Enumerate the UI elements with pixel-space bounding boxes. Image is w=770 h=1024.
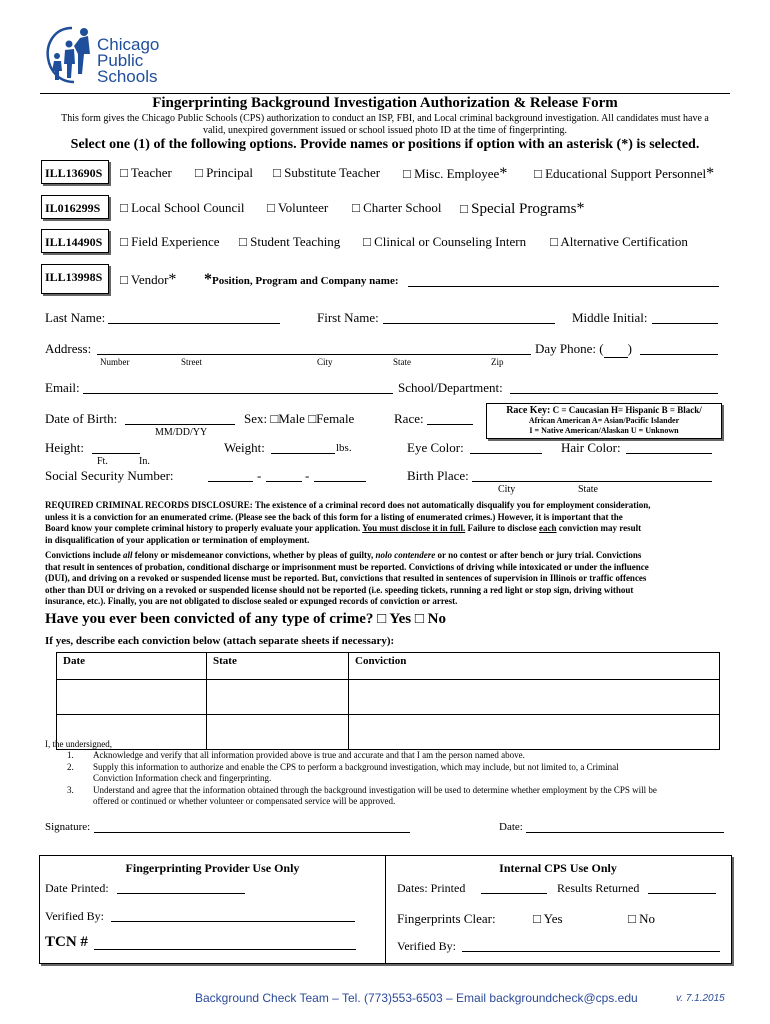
- option-label: Clinical or Counseling Intern: [374, 234, 527, 249]
- hair-color-label: Hair Color:: [561, 440, 621, 455]
- birth-place-input[interactable]: [472, 481, 712, 482]
- ssn-part3-input[interactable]: [314, 481, 366, 482]
- race-input[interactable]: [427, 424, 473, 425]
- eye-color-input[interactable]: [470, 453, 542, 454]
- option-vendor[interactable]: [120, 271, 176, 289]
- provider-verified-by-label: Verified By:: [45, 909, 104, 923]
- ssn-part1-input[interactable]: [208, 481, 253, 482]
- dob-label: Date of Birth:: [45, 411, 118, 426]
- option-label: Local School Council: [131, 200, 245, 215]
- day-phone-open: Day Phone: (: [535, 341, 604, 356]
- hair-color-input[interactable]: [626, 453, 712, 454]
- acknowledgement-list: [67, 750, 657, 808]
- first-name-input[interactable]: [383, 323, 555, 324]
- asterisk: *: [706, 165, 715, 182]
- lbs-unit: lbs.: [336, 442, 352, 454]
- first-name-label: First Name:: [317, 310, 379, 325]
- dob-input[interactable]: [125, 424, 235, 425]
- table-header-conviction: Conviction: [349, 653, 720, 680]
- option-local-school-council[interactable]: [120, 200, 244, 216]
- provider-date-printed-input[interactable]: [117, 893, 245, 894]
- school-dept-label: School/Department:: [398, 380, 503, 395]
- code-row1: ILL13690S: [41, 160, 109, 184]
- item-text: Understand and agree that the information obtained through the background investigation will be used to determine whether employment by the CPS will be: [93, 784, 657, 795]
- checkbox-icon[interactable]: □: [550, 234, 558, 249]
- eye-color-label: Eye Color:: [407, 440, 464, 455]
- addr-number-hint: Number: [100, 357, 130, 367]
- convicted-question-text: Have you ever been convicted of any type of crime?: [45, 611, 374, 627]
- option-charter-school[interactable]: [352, 200, 441, 216]
- email-label: Email:: [45, 380, 80, 395]
- checkbox-icon[interactable]: □: [363, 234, 371, 249]
- intro-line2: valid, unexpired government issued or school issued photo ID at the time of fingerprinting.: [202, 125, 568, 136]
- asterisk: *: [168, 271, 177, 288]
- disclosure-italic: nolo contendere: [375, 550, 436, 560]
- list-item: [67, 762, 657, 774]
- option-volunteer[interactable]: [267, 200, 328, 216]
- provider-title: Fingerprinting Provider Use Only: [125, 861, 300, 875]
- dob-format-hint: MM/DD/YY: [155, 427, 208, 438]
- fingerprints-clear-label: Fingerprints Clear:: [397, 911, 496, 926]
- code-row4: ILL13998S: [41, 264, 109, 294]
- height-label: Height:: [45, 440, 84, 455]
- option-label: Charter School: [363, 200, 442, 215]
- item-text: Supply this information to authorize and enable the CPS to perform a background investigation, which may include, but not limited to, a Criminal: [93, 761, 619, 772]
- middle-initial-label: Middle Initial:: [572, 310, 648, 325]
- item-number: 1.: [67, 750, 74, 760]
- weight-label: Weight:: [224, 440, 265, 455]
- ft-hint: Ft.: [97, 456, 108, 467]
- disclosure-line: (DUI), and driving on a revoked or suspended license must be reported. But, convictions that resulted in sentences of supervision in Illinois or traffic offences: [45, 573, 647, 583]
- checkbox-icon[interactable]: □: [239, 234, 247, 249]
- disclosure-emphasis: You must disclose it in full.: [362, 523, 466, 533]
- provider-date-printed-label: Date Printed:: [45, 881, 109, 895]
- in-hint: In.: [139, 456, 150, 467]
- disclosure-line: REQUIRED CRIMINAL RECORDS DISCLOSURE: The existence of a criminal record does not automatically disqualify you for employment consideration,: [45, 500, 651, 510]
- no-label: No: [639, 911, 655, 926]
- convicted-yes[interactable]: Yes: [389, 611, 412, 627]
- checkbox-icon[interactable]: □: [352, 200, 360, 215]
- ssn-label: Social Security Number:: [45, 468, 174, 483]
- code-row2: IL016299S: [41, 195, 109, 219]
- checkbox-icon[interactable]: □: [120, 200, 128, 215]
- if-yes-instruction: If yes, describe each conviction below (attach separate sheets if necessary):: [45, 635, 395, 647]
- convicted-question: [45, 611, 446, 628]
- disclosure-text: Failure to disclose: [467, 523, 537, 533]
- checkbox-icon[interactable]: □: [120, 234, 128, 249]
- addr-zip-hint: Zip: [491, 357, 504, 367]
- day-phone-close: ): [627, 341, 632, 356]
- race-key-line1: [487, 404, 721, 416]
- results-returned-label: Results Returned: [557, 881, 640, 895]
- position-program-label: [204, 271, 399, 289]
- disclosure-paragraph-2: [45, 550, 649, 608]
- addr-street-hint: Street: [181, 357, 202, 367]
- checkbox-icon[interactable]: □: [270, 411, 279, 426]
- fingerprints-clear-no[interactable]: [628, 911, 655, 927]
- height-input[interactable]: [92, 453, 140, 454]
- race-key-text1: C = Caucasian H= Hispanic B = Black/: [552, 405, 702, 415]
- last-name-input[interactable]: [108, 323, 280, 324]
- results-returned-input[interactable]: [648, 893, 716, 894]
- signature-label: Signature:: [45, 821, 91, 833]
- checkbox-icon[interactable]: □: [628, 911, 636, 926]
- disclosure-line: insurance, etc.). Finally, you are not obligated to disclose sealed or expunged records of conviction or arrest.: [45, 596, 458, 606]
- race-key-line2: African American A= Asian/Pacific Islander: [528, 416, 680, 425]
- area-code-input[interactable]: [604, 341, 628, 358]
- race-label: Race:: [394, 411, 424, 426]
- checkbox-icon[interactable]: □: [120, 165, 128, 180]
- checkbox-icon[interactable]: □: [403, 166, 411, 181]
- date-label: Date:: [499, 821, 523, 833]
- checkbox-icon[interactable]: □: [195, 165, 203, 180]
- disclosure-line: unless it is a conviction for an enumerated crime. (Please see the back of this form for a listing of enumerated crimes.) However, it is important that the: [45, 511, 623, 522]
- internal-verified-by-label: Verified By:: [397, 939, 456, 953]
- tcn-input[interactable]: [94, 949, 356, 950]
- sex-label: [244, 411, 354, 427]
- item-text-cont: Conviction Information check and fingerprinting.: [93, 773, 272, 783]
- option-label: Substitute Teacher: [284, 165, 381, 180]
- footer-contact: Background Check Team – Tel. (773)553-6503 – Email backgroundcheck@cps.edu: [195, 991, 638, 1005]
- addr-state-hint: State: [393, 357, 411, 367]
- disclosure-text: felony or misdemeanor convictions, whether by pleas of guilty,: [134, 550, 374, 560]
- option-field-experience[interactable]: [120, 234, 220, 250]
- checkbox-icon[interactable]: □: [120, 272, 128, 287]
- yes-label: Yes: [543, 911, 563, 926]
- school-dept-input[interactable]: [510, 393, 718, 394]
- internal-dates-printed-input[interactable]: [481, 893, 547, 894]
- page-title: Fingerprinting Background Investigation Authorization & Release Form: [152, 95, 618, 111]
- asterisk: *: [576, 200, 585, 217]
- date-input[interactable]: [526, 832, 724, 833]
- disclosure-text: Board know your complete criminal history to properly evaluate your application.: [45, 523, 361, 533]
- middle-initial-input[interactable]: [652, 323, 718, 324]
- ssn-dash1: -: [257, 468, 262, 483]
- provider-verified-by-input[interactable]: [111, 921, 355, 922]
- address-label: Address:: [45, 341, 92, 356]
- title-rule: [40, 93, 730, 94]
- disclosure-paragraph-1: [45, 500, 651, 546]
- disclosure-line: other than DUI or driving on a revoked or suspended license should not be reported (i.e. speeding tickets, running a red light or stop sign, driving without: [45, 584, 634, 595]
- table-header-state: State: [207, 653, 349, 680]
- cps-logo-icon: [44, 24, 100, 86]
- select-heading: Select one (1) of the following options. Provide names or positions if option with an asterisk (*) is selected.: [70, 137, 700, 152]
- option-label: Vendor: [130, 272, 169, 287]
- race-key-label: Race Key:: [506, 405, 551, 416]
- checkbox-icon[interactable]: □: [308, 411, 317, 426]
- disclosure-line: [45, 550, 649, 562]
- option-label: Volunteer: [277, 200, 329, 215]
- disclosure-line: in disqualification of your application or termination of employment.: [45, 534, 310, 545]
- day-phone-label: [535, 341, 632, 358]
- race-key-line3: I = Native American/Alaskan U = Unknown: [529, 426, 679, 435]
- checkbox-icon[interactable]: □: [533, 911, 541, 926]
- option-label: Student Teaching: [250, 234, 341, 249]
- ssn-dash2: -: [305, 468, 310, 483]
- logo-line1: Chicago: [97, 35, 160, 54]
- table-cell-date[interactable]: [57, 680, 207, 715]
- fingerprints-clear-yes[interactable]: [533, 911, 563, 927]
- table-header-row: [57, 653, 720, 680]
- disclosure-line: [45, 523, 651, 535]
- day-phone-input[interactable]: [640, 354, 718, 355]
- checkbox-icon[interactable]: □: [377, 611, 387, 627]
- option-student-teaching[interactable]: [239, 234, 340, 250]
- option-label: Misc. Employee: [414, 166, 500, 181]
- position-input[interactable]: [408, 286, 719, 287]
- internal-dates-printed-label: Dates: Printed: [397, 881, 466, 895]
- item-number: 2.: [67, 761, 74, 772]
- checkbox-icon[interactable]: □: [414, 611, 424, 627]
- table-row: [57, 680, 720, 715]
- sex-text: Sex:: [244, 411, 268, 426]
- item-number: 3.: [67, 784, 74, 795]
- table-cell-conviction[interactable]: [349, 680, 720, 715]
- male-option[interactable]: Male: [278, 411, 305, 426]
- option-label: Special Programs: [471, 201, 577, 217]
- disclosure-text: conviction may result: [558, 523, 642, 533]
- option-special-programs[interactable]: [460, 200, 585, 218]
- option-label: Educational Support Personnel: [545, 166, 707, 181]
- tcn-label: TCN #: [45, 934, 88, 950]
- checkbox-icon[interactable]: □: [273, 165, 281, 180]
- bp-state-hint: State: [578, 484, 598, 495]
- logo-line3: Schools: [97, 67, 158, 86]
- option-principal[interactable]: [195, 165, 253, 181]
- weight-input[interactable]: [271, 453, 335, 454]
- option-alternative-certification[interactable]: [550, 234, 688, 250]
- ssn-part2-input[interactable]: [266, 481, 302, 482]
- disclosure-text: Convictions include: [45, 550, 121, 560]
- undersigned-label: I, the undersigned,: [45, 739, 112, 749]
- table-row: [57, 715, 720, 750]
- table-cell-conviction[interactable]: [349, 715, 720, 750]
- disclosure-emphasis: each: [539, 523, 557, 533]
- race-key-box: [486, 403, 722, 439]
- code-row3: ILL14490S: [41, 229, 109, 253]
- option-label: Teacher: [130, 165, 172, 180]
- conviction-table: [56, 652, 720, 750]
- option-teacher[interactable]: [120, 165, 172, 181]
- asterisk: *: [204, 271, 212, 288]
- address-input[interactable]: [97, 354, 531, 355]
- convicted-no[interactable]: No: [427, 611, 446, 627]
- logo-line2: Public: [97, 51, 144, 70]
- last-name-label: Last Name:: [45, 310, 106, 325]
- bp-city-hint: City: [498, 484, 516, 495]
- table-cell-state[interactable]: [207, 680, 349, 715]
- asterisk: *: [499, 165, 508, 182]
- option-label: Alternative Certification: [560, 234, 688, 249]
- option-clinical-intern[interactable]: [363, 234, 526, 250]
- email-input[interactable]: [83, 393, 393, 394]
- option-label: Field Experience: [131, 234, 220, 249]
- disclosure-italic: all: [123, 550, 133, 560]
- birth-place-label: Birth Place:: [407, 468, 469, 483]
- checkbox-icon[interactable]: □: [534, 166, 542, 181]
- female-option[interactable]: Female: [316, 411, 355, 426]
- option-substitute-teacher[interactable]: [273, 165, 380, 181]
- position-label-text: Position, Program and Company name:: [212, 275, 399, 287]
- internal-title: Internal CPS Use Only: [499, 861, 617, 875]
- list-item: [67, 750, 657, 762]
- item-text: Acknowledge and verify that all information provided above is true and accurate and that I am the person named above.: [93, 750, 525, 760]
- option-educational-support[interactable]: [534, 165, 714, 183]
- table-cell-state[interactable]: [207, 715, 349, 750]
- disclosure-line: that result in sentences of probation, conditional discharge or imprisonment must be reported. Convictions of driving while intoxicated or under the influence: [45, 561, 649, 572]
- internal-verified-by-input[interactable]: [462, 951, 720, 952]
- item-text-cont: offered or continued or whether volunteer or compensated service will be approved.: [93, 796, 396, 806]
- intro-line1: This form gives the Chicago Public Schools (CPS) authorization to conduct an ISP, FBI, and Local criminal background investigation. All candidates must have a: [61, 113, 709, 124]
- option-misc-employee[interactable]: [403, 165, 507, 183]
- addr-city-hint: City: [317, 357, 333, 367]
- checkbox-icon[interactable]: □: [460, 201, 468, 216]
- signature-input[interactable]: [94, 832, 410, 833]
- table-header-date: Date: [57, 653, 207, 680]
- footer-version: v. 7.1.2015: [676, 993, 725, 1004]
- list-item: [67, 785, 657, 797]
- disclosure-text: or no contest or after bench or jury trial. Convictions: [437, 550, 642, 560]
- checkbox-icon[interactable]: □: [267, 200, 275, 215]
- option-label: Principal: [206, 165, 254, 180]
